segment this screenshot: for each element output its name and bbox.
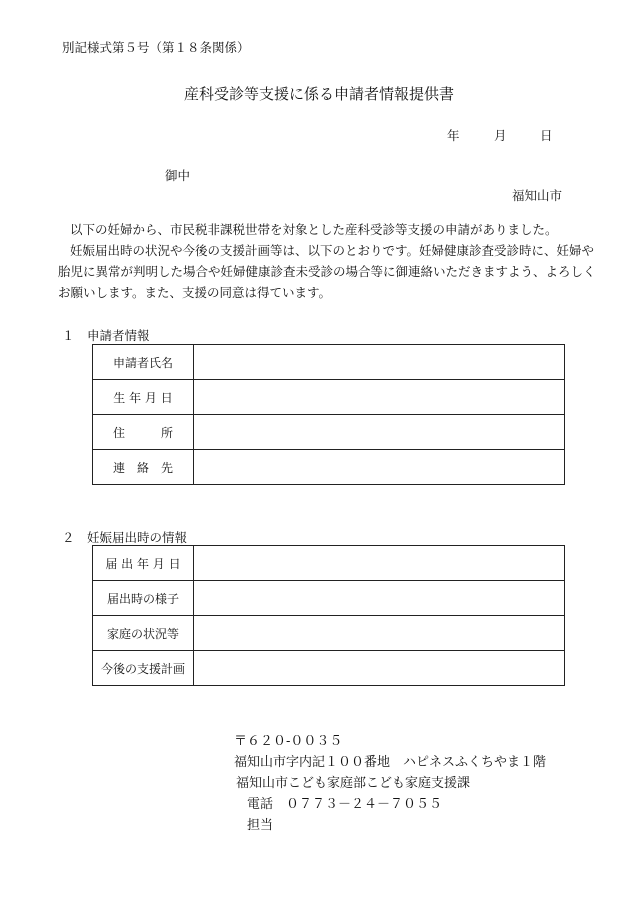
row-label: 生 年 月 日 bbox=[93, 380, 194, 415]
row-label: 今後の支援計画 bbox=[93, 651, 194, 686]
date-year: 年 bbox=[447, 128, 460, 143]
row-label: 申請者氏名 bbox=[93, 345, 194, 380]
birthdate-field[interactable] bbox=[194, 380, 565, 415]
row-label: 住 所 bbox=[93, 415, 194, 450]
postal-code: 〒６２０-００３５ bbox=[234, 734, 343, 749]
applicant-table bbox=[92, 344, 565, 485]
row-label: 届出時の様子 bbox=[93, 581, 194, 616]
table-row bbox=[93, 546, 565, 581]
address: 福知山市字内記１００番地 ハピネスふくちやま１階 bbox=[234, 755, 547, 770]
document-title: 産科受診等支援に係る申請者情報提供書 bbox=[184, 85, 455, 103]
section1-heading: １ 申請者情報 bbox=[62, 328, 150, 343]
recipient-suffix: 御中 bbox=[165, 168, 191, 183]
contact-person: 担当 bbox=[247, 818, 274, 833]
body-text bbox=[58, 219, 596, 303]
paragraph: お願いします。また、支援の同意は得ています。 bbox=[58, 285, 332, 300]
contact-field[interactable] bbox=[194, 450, 565, 485]
notification-date-field[interactable] bbox=[194, 546, 565, 581]
date-day: 日 bbox=[540, 128, 553, 143]
department: 福知山市こども家庭部こども家庭支援課 bbox=[236, 776, 471, 791]
notification-state-field[interactable] bbox=[194, 581, 565, 616]
date-month: 月 bbox=[494, 128, 507, 143]
paragraph: 以下の妊婦から、市民税非課税世帯を対象とした産科受診等支援の申請がありました。 bbox=[70, 222, 558, 237]
row-label: 家庭の状況等 bbox=[93, 616, 194, 651]
form-reference: 別記様式第５号（第１８条関係） bbox=[62, 40, 250, 55]
family-situation-field[interactable] bbox=[194, 616, 565, 651]
paragraph: 胎児に異常が判明した場合や妊婦健康診査未受診の場合等に御連絡いただきますよう、よろしく bbox=[58, 264, 596, 279]
table-row bbox=[93, 380, 565, 415]
paragraph: 妊娠届出時の状況や今後の支援計画等は、以下のとおりです。妊婦健康診査受診時に、妊婦や bbox=[70, 243, 595, 258]
row-label: 届 出 年 月 日 bbox=[93, 546, 194, 581]
address-field[interactable] bbox=[194, 415, 565, 450]
table-row bbox=[93, 345, 565, 380]
pregnancy-info-table bbox=[92, 545, 565, 686]
row-label: 連 絡 先 bbox=[93, 450, 194, 485]
footer-address bbox=[234, 731, 546, 836]
phone: 電話 ０７７３－２４－７０５５ bbox=[247, 797, 443, 812]
table-row bbox=[93, 450, 565, 485]
section2-heading: ２ 妊娠届出時の情報 bbox=[62, 530, 188, 545]
table-row bbox=[93, 581, 565, 616]
table-row bbox=[93, 651, 565, 686]
table-row bbox=[93, 415, 565, 450]
table-row bbox=[93, 616, 565, 651]
sender: 福知山市 bbox=[512, 188, 563, 203]
support-plan-field[interactable] bbox=[194, 651, 565, 686]
applicant-name-field[interactable] bbox=[194, 345, 565, 380]
